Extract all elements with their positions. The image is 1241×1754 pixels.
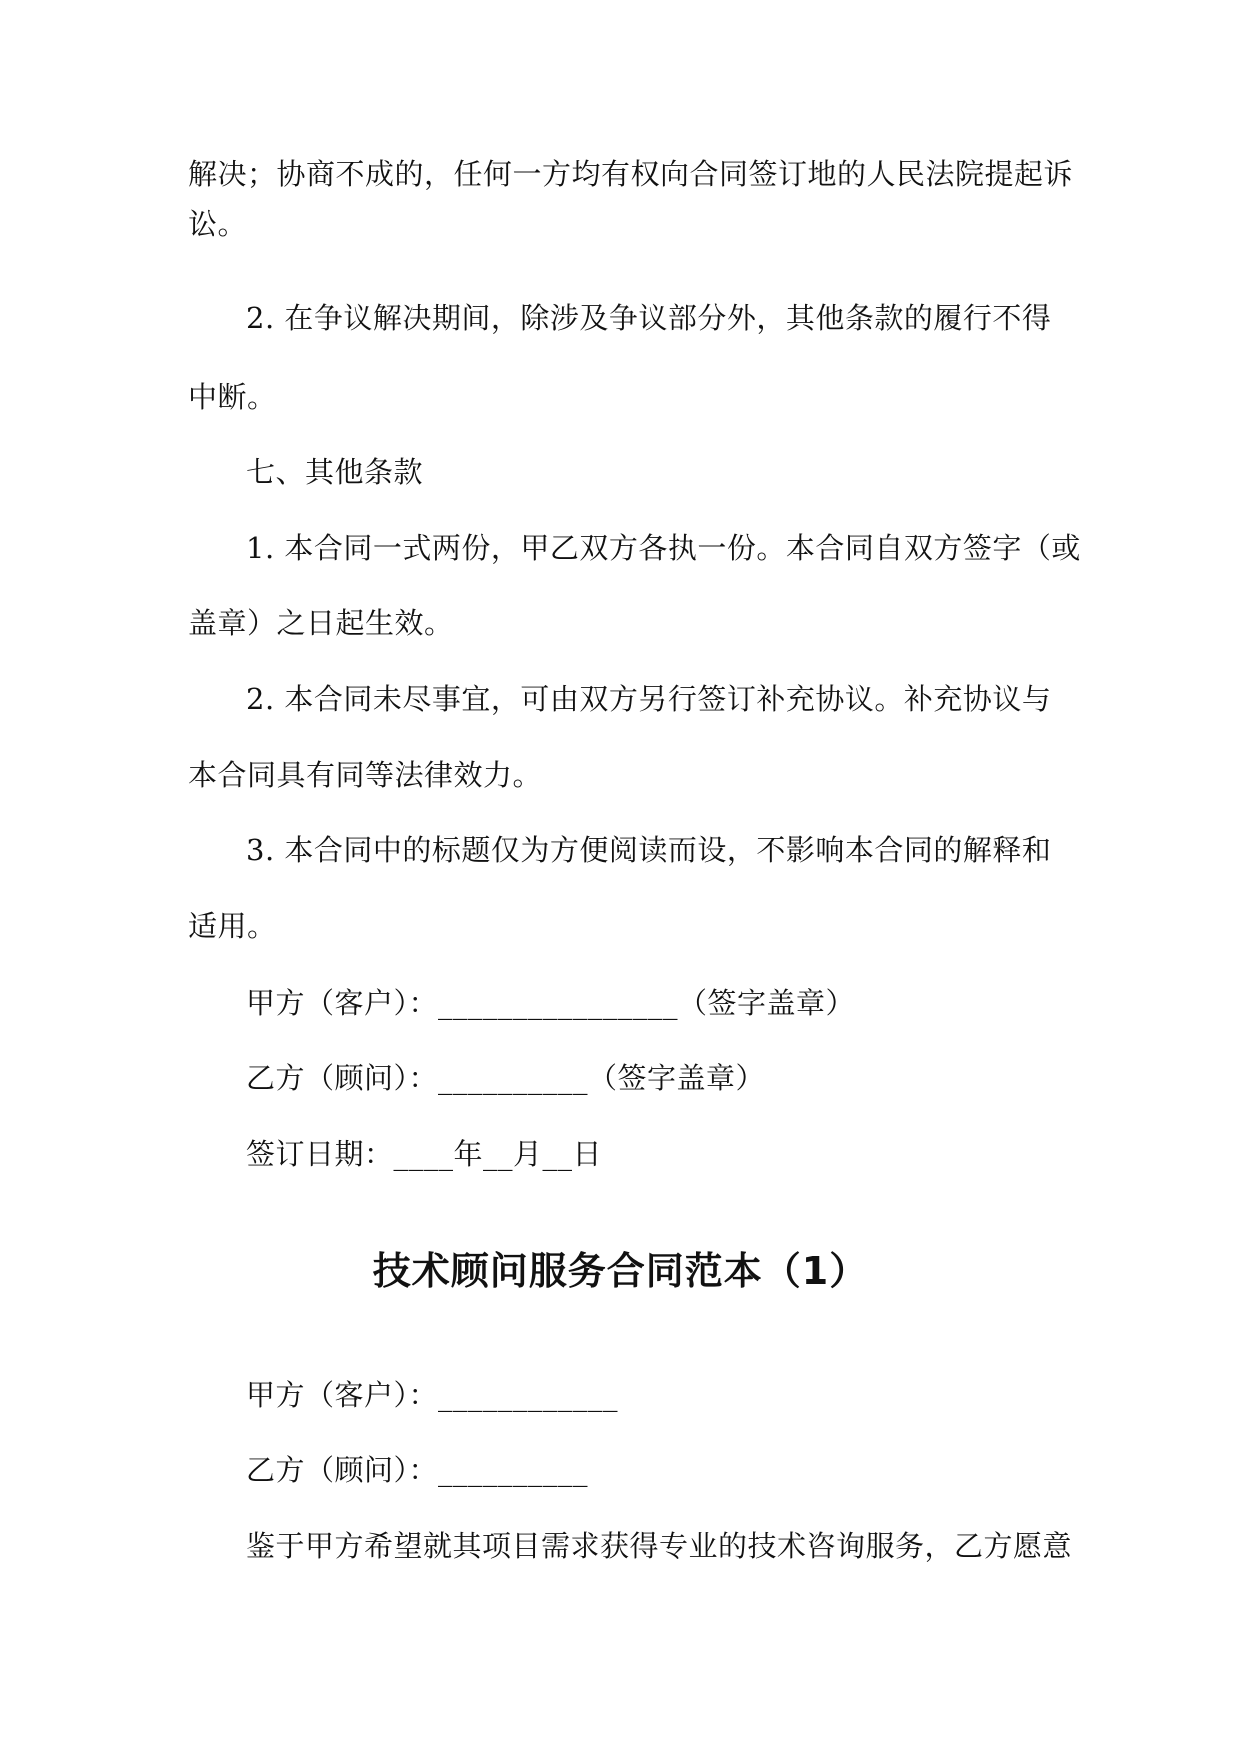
party-b-line: 乙方（顾问）：__________ <box>246 1453 589 1487</box>
paragraph-line: 讼。 <box>188 207 248 241</box>
clause-6-2: 2. 在争议解决期间，除涉及争议部分外，其他条款的履行不得 <box>246 301 1052 335</box>
paragraph-line: 本合同具有同等法律效力。 <box>188 758 543 792</box>
clause-7-2: 2. 本合同未尽事宜，可由双方另行签订补充协议。补充协议与 <box>246 682 1052 716</box>
preamble-line: 鉴于甲方希望就其项目需求获得专业的技术咨询服务，乙方愿意 <box>246 1529 1073 1563</box>
signing-date-line: 签订日期：____年__月__日 <box>246 1137 603 1171</box>
paragraph-line: 解决；协商不成的，任何一方均有权向合同签订地的人民法院提起诉 <box>188 157 1074 191</box>
clause-7-3: 3. 本合同中的标题仅为方便阅读而设，不影响本合同的解释和 <box>246 833 1052 867</box>
paragraph-line: 中断。 <box>188 380 277 414</box>
paragraph-line: 盖章）之日起生效。 <box>188 606 454 640</box>
clause-7-1: 1. 本合同一式两份，甲乙双方各执一份。本合同自双方签字（或 <box>246 531 1081 565</box>
party-a-signature-line: 甲方（客户）：________________（签字盖章） <box>246 986 856 1020</box>
section-heading-other-terms: 七、其他条款 <box>246 455 424 489</box>
party-b-signature-line: 乙方（顾问）：__________（签字盖章） <box>246 1061 766 1095</box>
party-a-line: 甲方（客户）：____________ <box>246 1378 619 1412</box>
paragraph-line: 适用。 <box>188 909 277 943</box>
document-title: 技术顾问服务合同范本（1） <box>372 1249 869 1293</box>
